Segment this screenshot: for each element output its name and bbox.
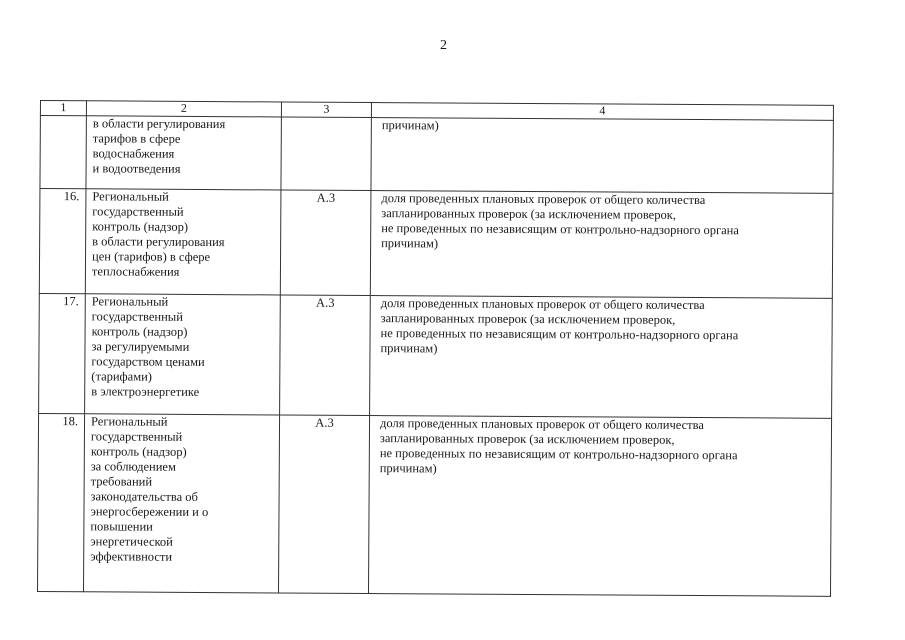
row-number: 16. [39, 189, 86, 294]
control-name: Региональный государственный контроль (надзор) за соблюдением требований законодательства об энергосбережении и о повышении энергетической эффективности [83, 414, 279, 593]
row-code: А.3 [280, 295, 371, 416]
indicator-description: причинам) [371, 118, 833, 194]
header-col-4: 4 [371, 103, 833, 121]
row-number: 17. [39, 293, 86, 413]
table-row-continuation [40, 116, 833, 194]
indicator-description: доля проведенных плановых проверок от общего количества запланированных проверок (за исключением проверок, не проведенных по независящим от контрольно-надзорного органа причинам) [370, 296, 833, 419]
control-name: Региональный государственный контроль (надзор) в области регулирования цен (тарифов) в сфере теплоснабжения [85, 189, 281, 295]
control-name: Региональный государственный контроль (надзор) за регулируемыми государством ценами (тарифами) в электроэнергетике [85, 294, 281, 415]
row-code: А.3 [278, 415, 369, 594]
page-number: 2 [440, 38, 447, 53]
row-code [281, 117, 371, 191]
control-name: в области регулирования тарифов в сфере водоснабжения и водоотведения [86, 116, 281, 190]
row-number [40, 116, 86, 189]
table-row [37, 413, 831, 596]
indicator-description: доля проведенных плановых проверок от общего количества запланированных проверок (за исключением проверок, не проведенных по независящим от контрольно-надзорного органа причинам) [368, 416, 831, 597]
row-code: А.3 [280, 190, 371, 296]
header-col-1: 1 [40, 101, 86, 116]
indicator-description: доля проведенных плановых проверок от общего количества запланированных проверок (за исключением проверок, не проведенных по независящим от контрольно-надзорного органа причинам) [370, 191, 833, 299]
inspection-table [37, 100, 834, 597]
header-col-3: 3 [281, 102, 371, 118]
header-col-2: 2 [86, 101, 281, 117]
row-number: 18. [37, 413, 84, 591]
table-row [39, 189, 833, 299]
table-row [39, 293, 833, 418]
